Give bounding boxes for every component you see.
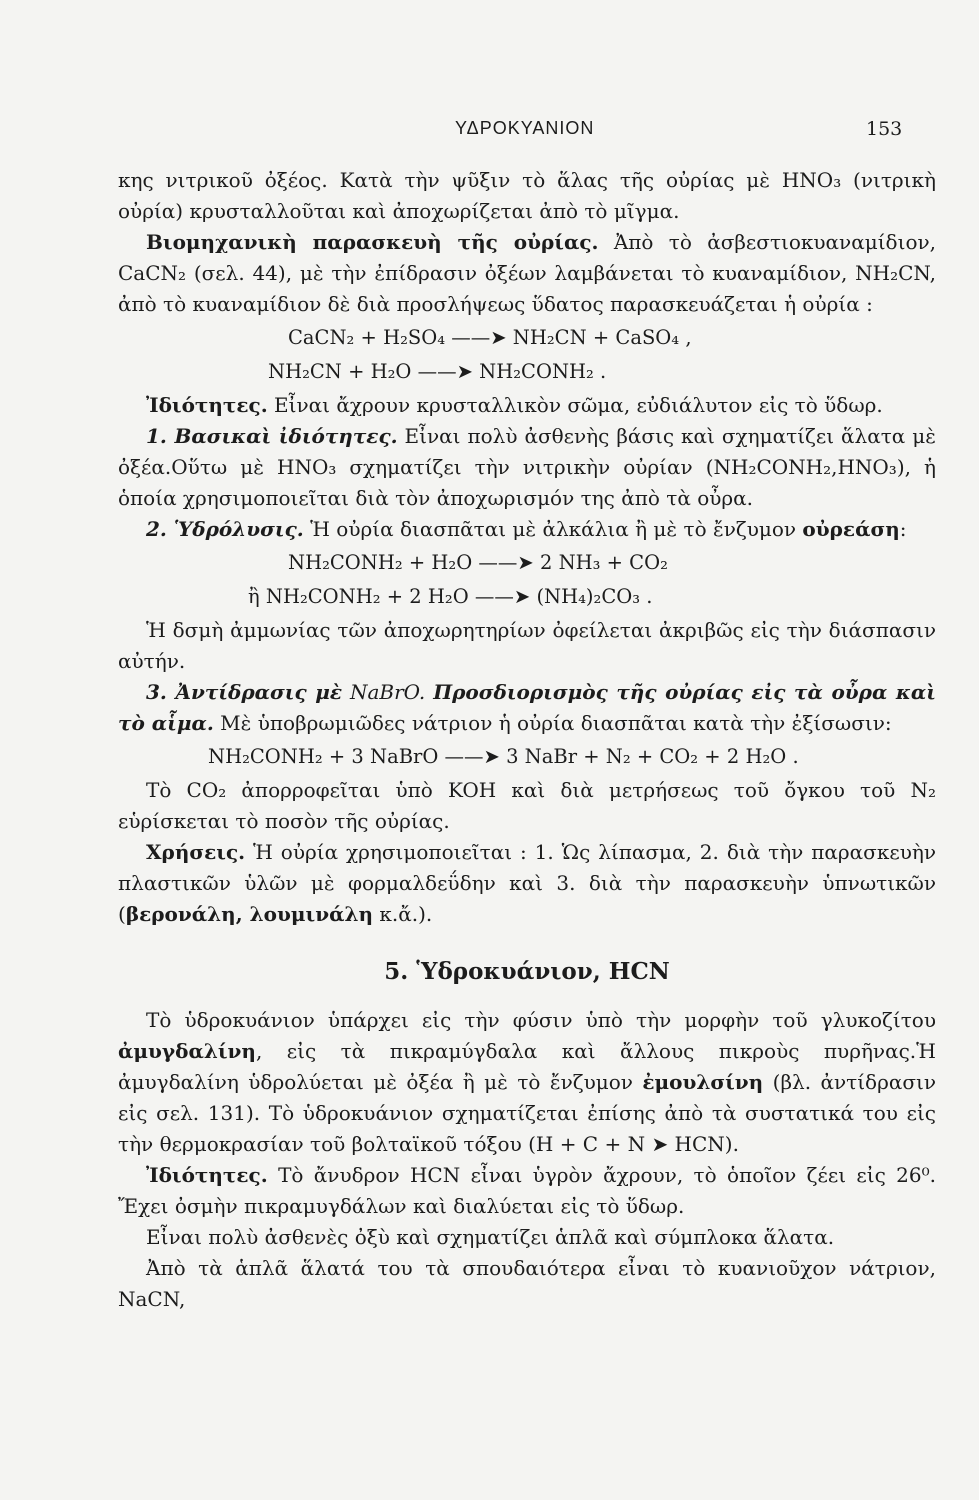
paragraph-hcn-properties	[118, 1160, 936, 1222]
paragraph-heading: 3. Ἀντίδρασις μὲ	[146, 680, 342, 704]
paragraph-hydrolysis	[118, 514, 936, 545]
paragraph-basic-properties	[118, 421, 936, 514]
paragraph-text: Ἡ οὐρία χρησιμοποιεῖται : 1. Ὡς λίπασμα, 2. διὰ τὴν παρασκευὴν πλαστικῶν ὑλῶν μὲ φορμαλδεΰδην καὶ 3. διὰ τὴν παρασκευὴν ὑπνωτικῶν (	[118, 840, 936, 926]
paragraph-hcn-occurrence	[118, 1005, 936, 1160]
paragraph-heading: 2. Ὑδρόλυσις.	[146, 517, 304, 541]
paragraph-text: Τὸ ἄνυδρον HCN εἶναι ὑγρὸν ἄχρουν, τὸ ὁποῖον ζέει εἰς 26⁰. Ἔχει ὀσμὴν πικραμυγδάλων καὶ διαλύεται εἰς τὸ ὕδωρ.	[118, 1163, 936, 1218]
paragraph-properties	[118, 390, 936, 421]
paragraph-tail: κ.ἄ.).	[373, 902, 433, 926]
paragraph-heading: Ἰδιότητες.	[146, 393, 268, 417]
paragraph: Τὸ CO₂ ἀπορροφεῖται ὑπὸ KOH καὶ διὰ μετρήσεως τοῦ ὄγκου τοῦ N₂ εὑρίσκεται τὸ ποσὸν τῆς οὐρίας.	[118, 778, 936, 833]
paragraph: Εἶναι πολὺ ἀσθενὲς ὀξὺ καὶ σχηματίζει ἁπλᾶ καὶ σύμπλοκα ἅλατα.	[146, 1225, 835, 1249]
paragraph: Ἡ δσμὴ ἀμμωνίας τῶν ἀποχωρητηρίων ὀφείλεται ἀκριβῶς εἰς τὴν διάσπασιν αὐτήν.	[118, 618, 936, 673]
section-title: 5. Ὑδροκυάνιον, HCN	[384, 958, 670, 985]
equation: NH₂CONH₂ + 3 NaBrO ——➤ 3 NaBr + N₂ + CO₂ + 2 H₂O .	[208, 745, 799, 768]
paragraph-text: Μὲ ὑποβρωμιῶδες νάτριον ἡ οὐρία διασπᾶται κατὰ τὴν ἐξίσωσιν:	[213, 711, 892, 735]
paragraph-heading: Βιομηχανικὴ παρασκευὴ τῆς οὐρίας.	[146, 230, 599, 254]
page-body	[118, 165, 936, 1315]
term-urease: οὐρεάση	[802, 517, 900, 541]
paragraph-heading: 1. Βασικαὶ ἰδιότητες.	[146, 424, 398, 448]
page-number: 153	[866, 118, 903, 140]
equation: CaCN₂ + H₂SO₄ ——➤ NH₂CN + CaSO₄ ,	[288, 326, 692, 349]
paragraph-text: Ἀπὸ τὸ ἀσβεστιοκυαναμίδιον, CaCN₂ (σελ. 44), μὲ τὴν ἐπίδρασιν ὀξέων λαμβάνεται τὸ κυαναμίδιον, NH₂CN, ἀπὸ τὸ κυαναμίδιον δὲ διὰ προσλήψεως ὕδατος παρασκευάζεται ἡ οὐρία :	[118, 230, 936, 316]
paragraph-text: Εἶναι πολὺ ἀσθενὴς βάσις καὶ σχηματίζει ἅλατα μὲ ὀξέα.Οὕτω μὲ HNO₃ σχηματίζει τὴν νιτρικὴν οὐρίαν (NH₂CONH₂,HNO₃), ἡ ὁποία χρησιμοποιεῖται διὰ τὸν ἀποχωρισμόν της ἀπὸ τὰ οὖρα.	[118, 424, 936, 510]
equation: NH₂CN + H₂O ——➤ NH₂CONH₂ .	[268, 360, 607, 383]
paragraph-text: , εἰς τὰ πικραμύγδαλα καὶ ἄλλους πικροὺς πυρῆνας.Ἡ ἀμυγδαλίνη ὑδρολύεται μὲ ὀξέα ἢ μὲ τὸ ἔνζυμον	[118, 1039, 936, 1094]
paragraph-industrial-preparation	[118, 227, 936, 320]
term-emulsin: ἐμουλσίνη	[642, 1070, 764, 1094]
paragraph: κης νιτρικοῦ ὀξέος. Κατὰ τὴν ψῦξιν τὸ ἅλας τῆς οὐρίας μὲ HNO₃ (νιτρικὴ οὐρία) κρυσταλλοῦται καὶ ἀποχωρίζεται ἀπὸ τὸ μῖγμα.	[118, 168, 936, 223]
term-amygdalin: ἀμυγδαλίνη	[118, 1039, 256, 1063]
paragraph-heading: Χρήσεις.	[146, 840, 246, 864]
paragraph-subheading: Προσδιορισμὸς τῆς οὐρίας εἰς τὰ οὖρα καὶ τὸ αἷμα.	[118, 680, 936, 735]
paragraph-text: Εἶναι ἄχρουν κρυσταλλικὸν σῶμα, εὐδιάλυτον εἰς τὸ ὕδωρ.	[267, 393, 883, 417]
paragraph-text: Ἡ οὐρία διασπᾶται μὲ ἀλκάλια ἢ μὲ τὸ ἔνζυμον	[303, 517, 803, 541]
page-header	[0, 118, 979, 148]
equation: ἢ NH₂CONH₂ + 2 H₂O ——➤ (NH₄)₂CO₃ .	[248, 585, 653, 608]
equation: NH₂CONH₂ + H₂O ——➤ 2 NH₃ + CO₂	[288, 551, 668, 574]
running-head: ΥΔΡΟΚΥΑΝΙΟΝ	[455, 118, 595, 138]
paragraph-nabro-reaction	[118, 677, 936, 739]
paragraph-text: Τὸ ὑδροκυάνιον ὑπάρχει εἰς τὴν φύσιν ὑπὸ τὴν μορφὴν τοῦ γλυκοζίτου	[146, 1008, 936, 1032]
term-drugs: βερονάλη, λουμινάλη	[125, 902, 374, 926]
paragraph-tail: :	[899, 517, 907, 541]
paragraph-uses	[118, 837, 936, 930]
paragraph-heading: Ἰδιότητες.	[146, 1163, 268, 1187]
paragraph: Ἀπὸ τὰ ἁπλᾶ ἅλατά του τὰ σπουδαιότερα εἶναι τὸ κυανιοῦχον νάτριον, NaCN,	[118, 1256, 936, 1311]
reagent-name: NaBrO.	[342, 680, 434, 704]
paragraph-text: (βλ. ἀντίδρασιν εἰς σελ. 131). Τὸ ὑδροκυάνιον σχηματίζεται ἐπίσης ἀπὸ τὰ συστατικά του εἰς τὴν θερμοκρασίαν τοῦ βολταϊκοῦ τόξου (H + C + N ➤ HCN).	[118, 1070, 936, 1156]
